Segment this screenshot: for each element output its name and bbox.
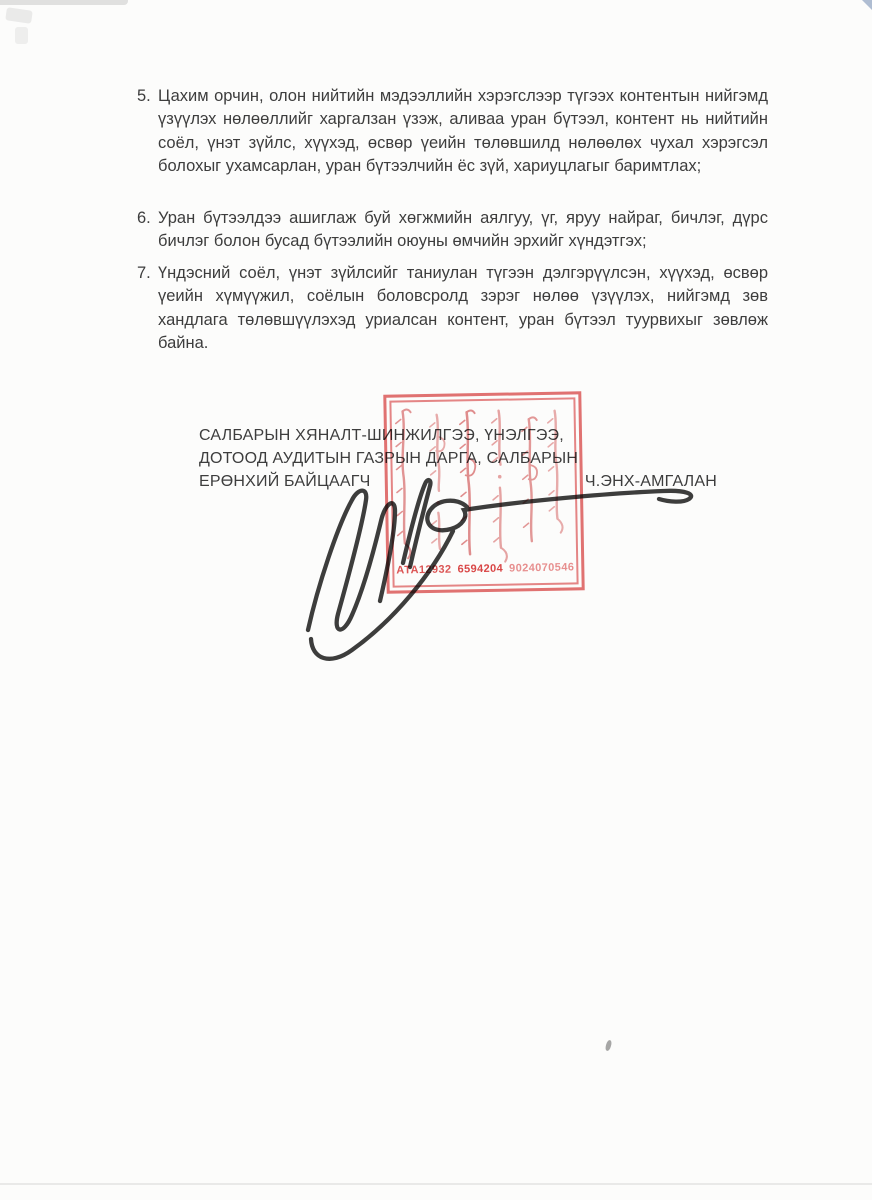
list-item-number: 6. xyxy=(137,209,151,227)
handwritten-signature xyxy=(270,450,720,675)
list-item-text: Цахим орчин, олон нийтийн мэдээллийн хэрэгслээр түгээх контентын нийгэмд үзүүлэх нөлөөллийг харгалзан үзэж, аливаа уран бүтээл, контент нь нийтийн соёл, үнэт зүйлс, хүүхэд, өсвөр үеийн төлөвшилд нөлөөлөх чухал хэрэгсэл болохыг ухамсарлан, уран бүтээлчийн ёс зүй, хариуцлагыг баримтлах; xyxy=(158,87,768,175)
list-item-number: 7. xyxy=(137,264,151,282)
signer-title-line-3: ЕРӨНХИЙ БАЙЦААГЧ xyxy=(199,473,371,491)
list-item-6 xyxy=(137,207,768,254)
signer-title-line-2: ДОТООД АУДИТЫН ГАЗРЫН ДАРГА, САЛБАРЫН xyxy=(199,450,579,468)
list-item-text: Үндэсний соёл, үнэт зүйлсийг таниулан түгээн дэлгэрүүлсэн, хүүхэд, өсвөр үеийн хүмүүжил, соёлын боловсролд зэрэг нөлөө үзүүлэх, нийгэмд зөв хандлага төлөвшүүлэхэд уриалсан контент, уран бүтээл туурвихыг зөвлөж байна. xyxy=(158,264,768,352)
scan-artifact xyxy=(0,0,128,5)
list-item-number: 5. xyxy=(137,87,151,105)
scan-artifact xyxy=(0,1183,872,1185)
list-item-text: Уран бүтээлдээ ашиглаж буй хөгжмийн аялгуу, үг, яруу найраг, бичлэг, дүрс бичлэг болон бусад бүтээлийн оюуны өмчийн эрхийг хүндэтгэх; xyxy=(158,209,768,251)
scan-artifact xyxy=(862,0,872,10)
list-item-7 xyxy=(137,262,768,355)
signer-title-line-1: САЛБАРЫН ХЯНАЛТ-ШИНЖИЛГЭЭ, ҮНЭЛГЭЭ, xyxy=(199,427,564,444)
scan-artifact xyxy=(15,27,28,44)
signer-name: Ч.ЭНХ-АМГАЛАН xyxy=(584,473,717,491)
scan-artifact xyxy=(5,7,33,23)
scan-artifact xyxy=(605,1040,613,1052)
list-item-5 xyxy=(137,85,768,178)
stamp-serial-number: АТА12932 6594204 9024070546 xyxy=(396,561,575,577)
